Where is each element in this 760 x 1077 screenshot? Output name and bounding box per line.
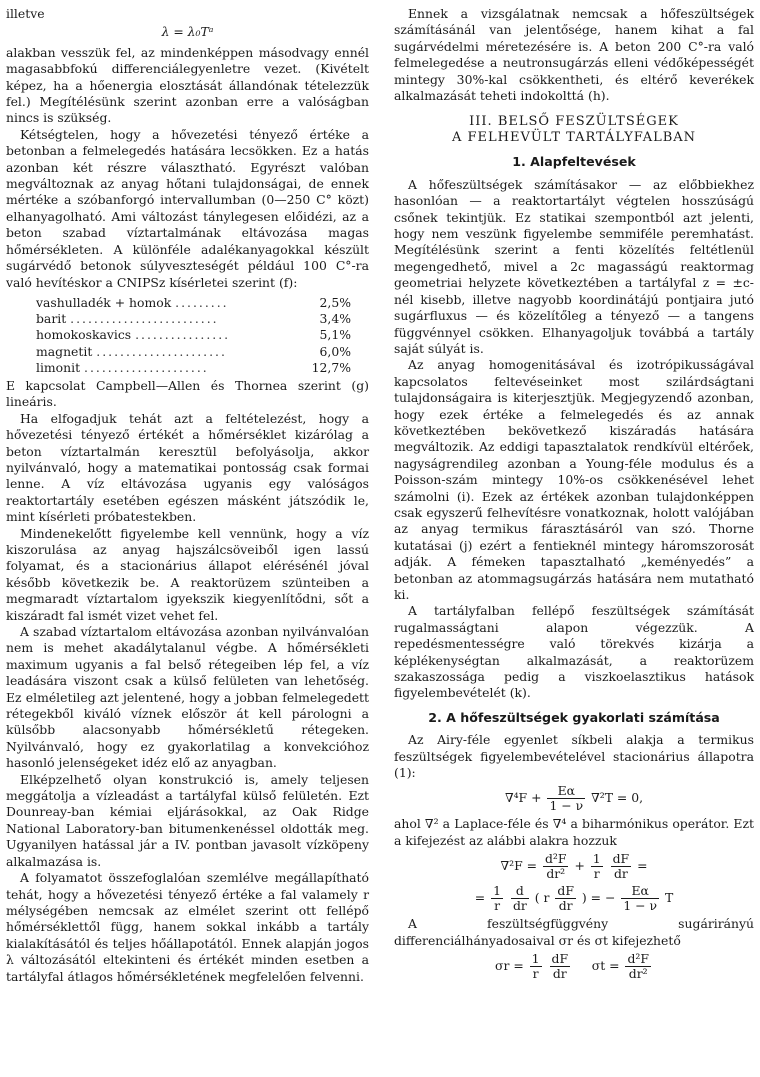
numerator: 1	[592, 851, 601, 867]
numerator: dF	[551, 951, 569, 967]
fraction	[530, 952, 542, 981]
table-cell-name: barit .........................	[36, 311, 219, 327]
fraction	[511, 884, 529, 913]
paragraph: ahol ∇² a Laplace-féle és ∇⁴ a biharmónikus operátor. Ezt a kifejezést az alábbi alakra hozzuk	[394, 816, 754, 848]
formula-text: λ = λ₀Tᵃ	[161, 24, 214, 40]
equation-part: +	[574, 858, 585, 874]
equation-stresses	[394, 952, 754, 981]
table-cell-name: limonit .....................	[36, 359, 209, 375]
numerator: d	[511, 884, 529, 899]
section-title	[394, 114, 754, 146]
equation-part: ∇²T = 0,	[591, 790, 644, 806]
fraction	[491, 884, 503, 913]
fraction	[591, 852, 603, 881]
fraction	[555, 884, 576, 913]
section-title-line: A FELHEVÜLT TARTÁLYFALBAN	[451, 130, 697, 146]
table-cell-value: 12,7%	[311, 359, 351, 375]
denominator: r	[494, 898, 500, 914]
paragraph: E kapcsolat Campbell—Allen és Thornea szerint (g) lineáris.	[6, 377, 369, 410]
paragraph: Ha elfogadjuk tehát azt a feltételezést, hogy a hővezetési tényező értékét a hőmérséklet kizárólag a beton víztartalmán keresztül befolyásolja, akkor nyilvánvaló, hogy a matematikai pontosság csak formai lenne. A víz eltávozása ugyanis egy valóságos reaktortartály esetében egészen másként játszódik le, mint kísérleti próbatestekben.	[6, 410, 369, 525]
equation-part: =	[474, 890, 486, 906]
fraction	[611, 852, 632, 881]
section-title-line: III. BELSŐ FESZÜLTSÉGEK	[469, 114, 679, 130]
fraction	[543, 852, 569, 881]
denominator: dr²	[546, 866, 566, 882]
numerator: dF	[557, 883, 574, 899]
table-cell-name: vashulladék + homok .........	[36, 294, 229, 310]
denominator: 1 − ν	[549, 798, 584, 814]
paragraph: A tartályfalban fellépő feszültségek számítását rugalmasságtani alapon végezzük. A repedésmentességre való törekvés kizárja a képlékenységtan alkalmazását, a reaktorüzem szakaszossága pedig a viszkoelasztikus hatások figyelembevételét (k).	[394, 603, 754, 701]
numerator: Eα	[621, 884, 659, 899]
table-row	[36, 360, 351, 376]
table-row	[36, 311, 351, 327]
numerator: 1	[531, 951, 540, 967]
equation-part: ∇²F =	[500, 858, 538, 874]
denominator: dr	[552, 966, 567, 982]
numerator: dF	[612, 851, 630, 867]
subsection-title: 2. A hőfeszültségek gyakorlati számítása	[428, 709, 720, 725]
paragraph: Az anyag homogenitásával és izotrópikusságával kapcsolatos feltevéseinket most szilárdságtani tulajdonságaira is kiterjesztjük. Megjegyzendő azonban, hogy ezek értéke a felmelegedés és az annak következtében bekövetkező kiszáradás hatására megváltozik. Az eddigi tapasztalatok rendkívül eltérőek, nagyságrendileg azonban a Young-féle modulus és a Poisson-szám mintegy 10%-os csökkenésével lehet számolni (i). Ezek az értékek azonban tulajdonképpen csak egyszerű felhevítésre vonatkoznak, holott valójában az anyag termikus fárasztásáról van szó. Thorne kutatásai (j) ezért a fentieknél mintegy háromszorosát adják. A fémeken tapasztalható „keményedés” a betonban az atommagsugárzás hatására nem mutatható ki.	[394, 357, 754, 602]
denominator: r	[532, 966, 539, 982]
paragraph: Mindenekelőtt figyelembe kell vennünk, hogy a víz kiszorulása az anyag hajszálcsöveiből igen lassú folyamat, és a stacionárius állapot elérésénél jóval később következik be. A reaktorüzem szünteiben a megmaradt víztartalom igyekszik kiegyenlítődni, sőt a kiszáradt fal ismét vizet vehet fel.	[6, 525, 369, 623]
formula-lambda	[6, 24, 369, 40]
table-row	[36, 327, 351, 343]
fraction	[625, 952, 651, 981]
subsection-title: 1. Alapfeltevések	[512, 154, 636, 170]
paragraph: Az Airy-féle egyenlet síkbeli alakja a termikus feszültségek figyelembevételével stacionárius állapotra (1):	[394, 732, 754, 781]
paragraph: alakban vesszük fel, az mindenképpen másodvagy ennél magasabbfokú differenciálegyenletre vezet. (Kivételt képez, ha a hőenergia elosztását állandónak tételezzük fel.) Megítélésünk szerint azonban erre a valóságban nincs is szükség.	[6, 44, 369, 126]
fraction	[621, 884, 659, 913]
equation-part: ) = −	[581, 890, 616, 906]
table-cell-value: 2,5%	[319, 294, 351, 310]
numerator: Eα	[547, 784, 585, 799]
denominator: dr	[558, 898, 573, 914]
table-cell-name: magnetit ......................	[36, 343, 227, 359]
numerator: d²F	[627, 951, 649, 967]
paragraph: illetve	[6, 6, 45, 21]
equation-part: T	[664, 890, 674, 906]
right-column	[394, 6, 754, 984]
denominator: dr	[512, 898, 527, 914]
paragraph: Elképzelhető olyan konstrukció is, amely teljesen meggátolja a vízleadást a tartályfal külső felületén. Ezt Dounreay-ban kémiai eljárásokkal, az Oak Ridge National Laboratory-ban bitumenkenéssel oldották meg. Ugyanilyen hatással jár a IV. pontban javasolt vízköpeny alkalmazása is.	[6, 771, 369, 869]
equation-part: σr =	[495, 958, 524, 974]
table-cell-value: 6,0%	[319, 343, 351, 359]
fraction	[547, 784, 585, 813]
table-row	[36, 344, 351, 360]
paragraph: Ennek a vizsgálatnak nemcsak a hőfeszültségek számításánál van jelentősége, hanem kihat a fal sugárvédelmi méretezésére is. A beton 200 C°-ra való felmelegedése a neutronsugárzás elleni védőképességét mintegy 30%-kal csökkentheti, és eltérő keverékek alkalmazását teheti indokolttá (h).	[394, 6, 754, 104]
table-row	[36, 295, 351, 311]
numerator: d²F	[544, 851, 567, 867]
fraction	[550, 952, 571, 981]
equation-laplace-cont	[394, 884, 754, 913]
equation-airy	[394, 784, 754, 813]
left-column	[6, 6, 369, 985]
weight-loss-table	[36, 295, 351, 376]
equation-laplace	[394, 852, 754, 881]
numerator: 1	[493, 883, 501, 899]
denominator: dr	[613, 866, 628, 882]
paragraph: A szabad víztartalom eltávozása azonban nyilvánvalóan nem is mehet akadálytalanul végbe. A hőmérsékleti maximum ugyanis a fal belső rétegeiben lép fel, a víz leadására viszont csak a külső felületen van lehetőség. Ez elméletileg azt jelentené, hogy a jobban felmelegedett rétegekből kiváló víznek először át kell párologni a külsőbb alacsonyabb hőmérsékletű rétegeken. Nyilvánvaló, hogy ez gyakorlatilag a konvekcióhoz hasonló jelenségeket idéz elő az anyagban.	[6, 624, 369, 771]
equation-part: ∇⁴F +	[504, 790, 542, 806]
paragraph: A folyamatot összefoglalóan szemlélve megállapítható tehát, hogy a hővezetési tényező értéke a fal valamely r mélységében nemcsak az elmélet szerint ott fellépő hőmérséklettől függ, hanem sokkal inkább a tartály kialakításától és teljes hőállapotától. Ennek alapján jogos λ változásától eltekinteni és értékét minden esetben a tartályfal átlagos hőmérsékletének megfelelően felvenni.	[6, 870, 369, 984]
paragraph: A feszültségfüggvény sugárirányú differenciálhányadosaival σr és σt kifejezhető	[394, 916, 754, 948]
paragraph: Kétségtelen, hogy a hővezetési tényező értéke a betonban a felmelegedés hatására lecsökken. Ez a hatás azonban két részre választható. Egyrészt valóban megváltoznak az anyag hőtani tulajdonságai, de ennek mértéke a szóbanforgó intervallumban (0—250 C° közt) elhanyagolható. Ami változást tánylegesen előidézi, az a beton szabad víztartalmának eltávozása magas hőmérsékleten. A különféle adalékanyagokkal készült sugárvédő betonok súlyveszteségét például 100 C°-ra való hevítéskor a CNIPSz kísérletei szerint (f):	[6, 126, 369, 290]
denominator: 1 − ν	[623, 898, 658, 914]
denominator: dr²	[628, 966, 648, 982]
table-cell-value: 5,1%	[319, 327, 351, 343]
table-cell-value: 3,4%	[319, 311, 351, 327]
denominator: r	[593, 866, 600, 882]
equation-part: σt =	[591, 958, 620, 974]
equation-part: =	[637, 858, 648, 874]
table-cell-name: homokoskavics ................	[36, 327, 231, 343]
equation-part: ( r	[534, 890, 550, 906]
paragraph: A hőfeszültségek számításakor — az előbbiekhez hasonlóan — a reaktortartályt végtelen hosszúságú csőnek tekintjük. Ez statikai szempontból azt jelenti, hogy nem veszünk figyelembe semmiféle peremhatást. Megítélésünk szerint a fenti közelítés feltétlenül megengedhető, mivel a 2c magasságú reaktormag geometriai helyzete következtében a tartályfal z = ±c-nél kisebb, illetve nagyobb koordinátájú pontjaira jutó sugárfluxus — és közelítőleg a tényező — a tangens függvénnyel csökken. Elhanyagoljuk továbbá a tartály saját súlyát is.	[394, 176, 754, 356]
